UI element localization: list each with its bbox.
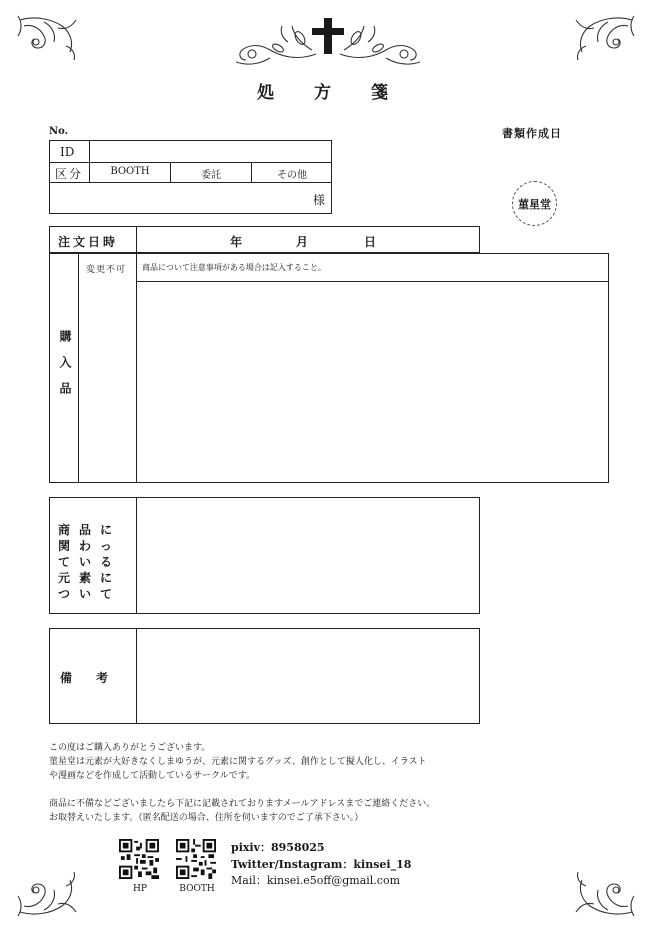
corner-ornament-bottom-left [14, 870, 80, 920]
cross-crest-ornament [230, 14, 426, 70]
document-title: 処 方 箋 [257, 83, 390, 103]
order-date-label: 注文日時 [58, 235, 119, 249]
id-label: ID [60, 145, 75, 159]
hp-qr-label: HP [133, 884, 147, 894]
elements-label: 商品に関わっている元素について [58, 523, 122, 601]
footer-line-2: 菫星堂は元素が大好きなくしまゆうが、元素に関するグッズ、創作として擬人化し、イラスト [49, 757, 427, 767]
notice-text: 商品について注意事項がある場合は記入すること。 [142, 263, 326, 272]
seal-stamp-text: 菫星堂 [518, 197, 551, 211]
category-option-consignment[interactable]: 委託 [201, 170, 221, 181]
booth-qr-code[interactable] [176, 839, 216, 879]
elements-field[interactable] [138, 499, 478, 612]
mail-address[interactable]: Mail：kinsei.e5off@gmail.com [231, 874, 401, 887]
pixiv-id: pixiv：8958025 [231, 841, 325, 854]
corner-ornament-bottom-right [572, 870, 638, 920]
twitter-instagram-id: Twitter/Instagram：kinsei_18 [231, 858, 412, 871]
remarks-label: 備 考 [60, 671, 109, 685]
footer-message [49, 741, 509, 825]
id-field[interactable] [91, 142, 330, 161]
purchase-items-area[interactable] [138, 283, 607, 481]
seal-stamp [512, 181, 557, 226]
booth-qr-label: BOOTH [179, 884, 215, 894]
remarks-field[interactable] [138, 630, 478, 722]
honorific-label: 様 [313, 193, 326, 207]
category-option-other[interactable]: その他 [277, 170, 307, 181]
document-date-label: 書類作成日 [502, 127, 562, 140]
footer-line-3: や漫画などを作成して活動しているサークルです。 [49, 771, 256, 781]
category-option-booth[interactable]: BOOTH [110, 166, 150, 177]
purchase-label: 購入品 [58, 330, 72, 408]
number-label: No. [49, 126, 69, 137]
category-label: 区分 [55, 167, 84, 181]
customer-name-field[interactable] [51, 184, 306, 212]
footer-line-5: お取替えいたします。（匿名配送の場合、住所を伺いますのでご了承下さい。） [49, 813, 364, 823]
footer-line-1: この度はご購入ありがとうございます。 [49, 743, 211, 753]
no-change-label: 変更不可 [86, 265, 127, 275]
corner-ornament-top-right [572, 12, 638, 62]
year-label: 年 [230, 235, 243, 249]
day-label: 日 [364, 235, 377, 249]
footer-line-4: 商品に不備などございましたら下記に記載されておりますメールアドレスまでご連絡ください。 [49, 799, 436, 809]
month-label: 月 [296, 235, 309, 249]
corner-ornament-top-left [14, 12, 80, 62]
hp-qr-code[interactable] [119, 839, 159, 879]
